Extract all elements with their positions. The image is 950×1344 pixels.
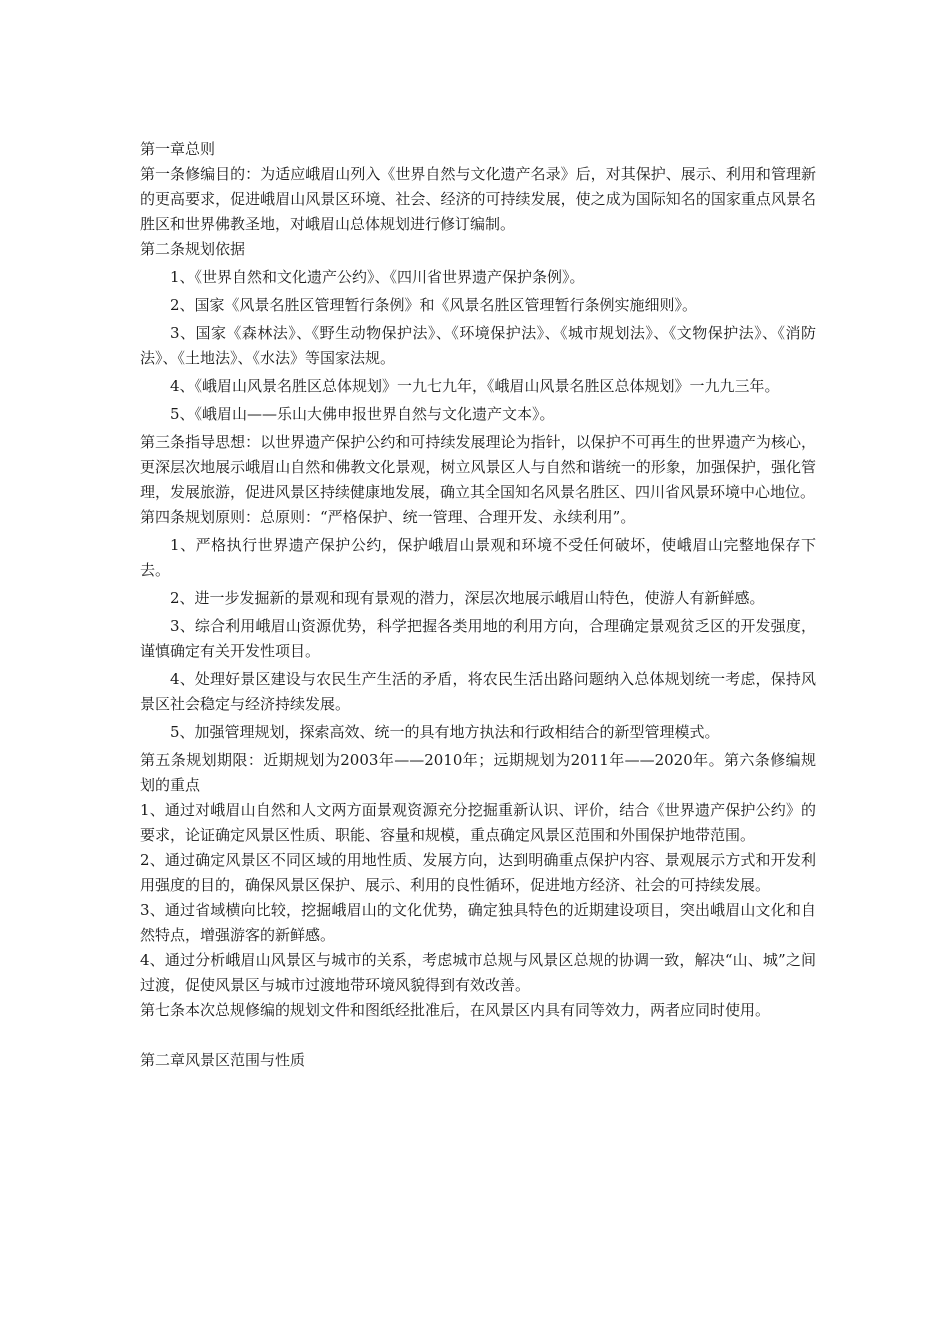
article-7: 第七条本次总规修编的规划文件和图纸经批准后，在风景区内具有同等效力，两者应同时使用。 <box>140 1001 771 1019</box>
article-6-item-4: 4、通过分析峨眉山风景区与城市的关系，考虑城市总规与风景区总规的协调一致，解决“山、城”之间过渡，促使风景区与城市过渡地带环境风貌得到有效改善。 <box>140 951 816 994</box>
article-3: 第三条指导思想：以世界遗产保护公约和可持续发展理论为指针，以保护不可再生的世界遗产为核心，更深层次地展示峨眉山自然和佛教文化景观，树立风景区人与自然和谐统一的形象，加强保护，强化管理，发展旅游，促进风景区持续健康地发展，确立其全国知名风景名胜区、四川省风景环境中心地位。 <box>140 433 816 501</box>
chapter-2-title: 第二章风景区范围与性质 <box>140 1051 306 1069</box>
article-6-item-3: 3、通过省域横向比较，挖掘峨眉山的文化优势，确定独具特色的近期建设项目，突出峨眉山文化和自然特点，增强游客的新鲜感。 <box>140 901 816 944</box>
article-4-item-4: 4、处理好景区建设与农民生产生活的矛盾，将农民生活出路问题纳入总体规划统一考虑，保持风景区社会稳定与经济持续发展。 <box>140 670 816 713</box>
article-4-item-3: 3、综合利用峨眉山资源优势，科学把握各类用地的利用方向，合理确定景观贫乏区的开发强度，谨慎确定有关开发性项目。 <box>140 617 816 660</box>
article-1: 第一条修编目的：为适应峨眉山列入《世界自然与文化遗产名录》后，对其保护、展示、利用和管理新的更高要求，促进峨眉山风景区环境、社会、经济的可持续发展，使之成为国际知名的国家重点风景名胜区和世界佛教圣地，对峨眉山总体规划进行修订编制。 <box>140 165 816 233</box>
article-5-6: 第五条规划期限：近期规划为2003年——2010年；远期规划为2011年——2020年。第六条修编规划的重点 <box>140 751 816 794</box>
document-body <box>140 137 816 1073</box>
article-2-title: 第二条规划依据 <box>140 240 246 258</box>
article-2-item-4: 4、《峨眉山风景名胜区总体规划》一九七九年，《峨眉山风景名胜区总体规划》一九九三年。 <box>170 377 780 395</box>
article-2-item-5: 5、《峨眉山——乐山大佛申报世界自然与文化遗产文本》。 <box>170 405 555 423</box>
chapter-1-title: 第一章总则 <box>140 140 216 158</box>
article-6-item-1: 1、通过对峨眉山自然和人文两方面景观资源充分挖掘重新认识、评价，结合《世界遗产保护公约》的要求，论证确定风景区性质、职能、容量和规模，重点确定风景区范围和外围保护地带范围。 <box>140 801 816 844</box>
article-4: 第四条规划原则：总原则：“严格保护、统一管理、合理开发、永续利用”。 <box>140 508 636 526</box>
article-2-item-1: 1、《世界自然和文化遗产公约》、《四川省世界遗产保护条例》。 <box>170 268 585 286</box>
article-4-item-2: 2、进一步发掘新的景观和现有景观的潜力，深层次地展示峨眉山特色，使游人有新鲜感。 <box>170 589 765 607</box>
article-6-item-2: 2、通过确定风景区不同区域的用地性质、发展方向，达到明确重点保护内容、景观展示方式和开发利用强度的目的，确保风景区保护、展示、利用的良性循环，促进地方经济、社会的可持续发展。 <box>140 851 816 894</box>
article-2-item-3: 3、国家《森林法》、《野生动物保护法》、《环境保护法》、《城市规划法》、《文物保护法》、《消防法》、《土地法》、《水法》等国家法规。 <box>140 324 816 367</box>
article-2-item-2: 2、国家《风景名胜区管理暂行条例》和《风景名胜区管理暂行条例实施细则》。 <box>170 296 698 314</box>
article-4-item-5: 5、加强管理规划，探索高效、统一的具有地方执法和行政相结合的新型管理模式。 <box>170 723 720 741</box>
article-4-item-1: 1、严格执行世界遗产保护公约，保护峨眉山景观和环境不受任何破坏，使峨眉山完整地保存下去。 <box>140 536 816 579</box>
